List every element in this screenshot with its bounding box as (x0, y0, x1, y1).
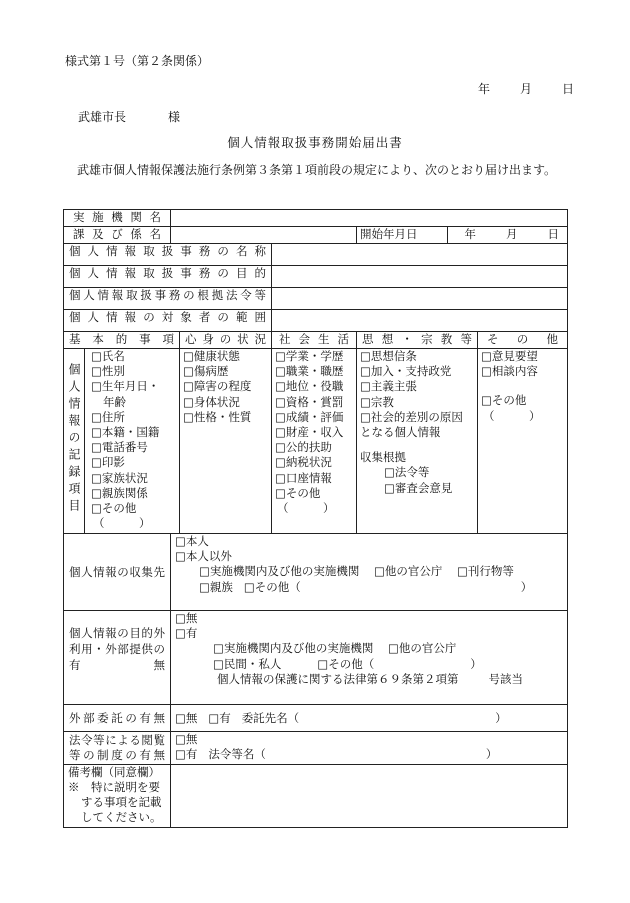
disclosure-row (64, 732, 568, 765)
belief-item[interactable]: □ 加入・支持政党 (360, 364, 474, 379)
outsourcing-label: 外部委託の有無 (69, 710, 165, 725)
registration-form-table (63, 209, 568, 828)
other-item[interactable]: □ その他 (481, 393, 564, 408)
disclosure-label (64, 732, 171, 765)
basic-other-paren[interactable]: （ ） (93, 516, 151, 531)
belief-item[interactable]: □ 思想信条 (360, 349, 474, 364)
date-month: 月 (520, 82, 533, 96)
other-items (478, 349, 568, 534)
mind-item[interactable]: □ 傷病歴 (183, 364, 268, 379)
scope-label: 個人情報の対象者の範囲 (69, 310, 266, 324)
remarks-note-1: ※ 特に説明を要 (68, 780, 160, 794)
collection-self[interactable]: □ 本人 (175, 534, 564, 549)
mind-item[interactable]: □ 身体状況 (183, 395, 268, 410)
outsourcing-options (171, 705, 568, 732)
social-item[interactable]: □ 公的扶助 (275, 440, 353, 455)
category-other: その他 (487, 332, 558, 346)
scope-row (64, 310, 568, 332)
outside-use-law-ref: 個人情報の保護に関する法律第６９条第２項第 (217, 671, 459, 686)
belief-basis-label: 収集根拠 (360, 450, 406, 465)
basic-item[interactable]: □ その他 (91, 501, 176, 516)
category-belief: 思想・宗教等 (362, 332, 472, 346)
name-label: 個人情報取扱事務の名称 (69, 244, 266, 258)
intro-text: 武雄市個人情報保護法施行条例第３条第１項前段の規定により、次のとおり届け出ます。 (77, 163, 557, 177)
belief-item[interactable]: □ 宗教 (360, 395, 474, 410)
date-day: 日 (562, 82, 575, 96)
basic-item[interactable]: □ 生年月日・ (91, 379, 176, 394)
outside-use-label-3b: 無 (153, 658, 165, 672)
law-field[interactable] (272, 288, 568, 310)
belief-item[interactable]: □ 社会的差別の原因 (360, 410, 474, 425)
outsourcing-close: ） (495, 710, 507, 725)
social-item[interactable]: □ 職業・職歴 (275, 364, 353, 379)
social-item[interactable]: □ 財産・収入 (275, 425, 353, 440)
agency-label: 実施機関名 (73, 210, 161, 224)
disclosure-law-name[interactable]: 法令等名（ (208, 747, 266, 762)
outsourcing-none[interactable]: □ 無 (175, 711, 197, 725)
category-social: 社会生活 (279, 332, 349, 346)
collection-close: ） (520, 579, 533, 594)
date-year: 年 (478, 82, 491, 96)
outside-use-label-3a: 有 (69, 658, 81, 672)
start-date-field[interactable] (448, 227, 568, 244)
social-items (272, 349, 357, 534)
record-items-label: 個人情報の記録項目 (67, 363, 81, 516)
outside-use-label (64, 611, 171, 705)
outside-use-law-ref-end: 号該当 (488, 671, 523, 686)
collection-opt-internal[interactable]: □ 実施機関内及び他の実施機関 (199, 564, 359, 578)
name-row (64, 244, 568, 266)
basic-item[interactable]: □ 氏名 (91, 349, 176, 364)
disclosure-none[interactable]: □ 無 (175, 732, 564, 747)
remarks-note-2: する事項を記載 (81, 795, 162, 809)
collection-opt-govt[interactable]: □ 他の官公庁 (374, 564, 442, 578)
social-item[interactable]: □ その他 (275, 486, 353, 501)
remarks-note-3: してください。 (81, 810, 162, 824)
remarks-title: 備考欄（同意欄） (68, 765, 160, 779)
outside-use-yes[interactable]: □ 有 (175, 626, 564, 641)
basic-items (85, 349, 180, 534)
name-field[interactable] (272, 244, 568, 266)
outside-use-close: ） (470, 656, 482, 671)
outside-use-opt-govt[interactable]: □ 他の官公庁 (388, 641, 456, 655)
remarks-row (64, 765, 568, 828)
document-title: 個人情報取扱事務開始届出書 (227, 135, 403, 150)
addressee-name: 武雄市長 (78, 110, 127, 124)
social-other-paren[interactable]: （ ） (277, 501, 335, 516)
collection-opt-other[interactable]: □ その他（ (244, 580, 301, 594)
social-item[interactable]: □ 口座情報 (275, 471, 353, 486)
belief-item[interactable]: □ 主義主張 (360, 379, 474, 394)
collection-opt-publication[interactable]: □ 刊行物等 (457, 564, 514, 578)
basic-item-cont: 年齢 (103, 394, 126, 409)
basic-item[interactable]: □ 本籍・国籍 (91, 425, 176, 440)
disclosure-label-1: 法令等による閲覧 (69, 733, 165, 747)
other-paren[interactable]: （ ） (483, 408, 541, 423)
collection-row (64, 534, 568, 611)
category-mind-body: 心身の状況 (185, 332, 266, 346)
outside-use-opt-other[interactable]: □ その他（ (317, 657, 374, 671)
basic-item[interactable]: □ 電話番号 (91, 440, 176, 455)
mind-body-items (180, 349, 272, 534)
basic-item[interactable]: □ 印影 (91, 455, 176, 470)
law-label: 個人情報取扱事務の根拠法令等 (69, 288, 266, 302)
collection-opt-relatives[interactable]: □ 親族 (199, 580, 233, 594)
outsourcing-row (64, 705, 568, 732)
addressee (78, 108, 180, 125)
basic-item[interactable]: □ 住所 (91, 410, 176, 425)
outside-use-opt-internal[interactable]: □ 実施機関内及び他の実施機関 (213, 641, 373, 655)
belief-basis-item[interactable]: □ 法令等 (360, 465, 474, 480)
remarks-label (64, 765, 171, 828)
belief-item-cont: となる個人情報 (360, 425, 441, 440)
section-label: 課及び係名 (73, 227, 161, 241)
social-item[interactable]: □ 資格・賞罰 (275, 395, 353, 410)
social-item[interactable]: □ 学業・学歴 (275, 349, 353, 364)
mind-item[interactable]: □ 健康状態 (183, 349, 268, 364)
mind-item[interactable]: □ 障害の程度 (183, 379, 268, 394)
social-item[interactable]: □ 成績・評価 (275, 410, 353, 425)
form-number: 様式第１号（第２条関係） (65, 54, 210, 68)
basic-item[interactable]: □ 性別 (91, 364, 176, 379)
agency-row (64, 210, 568, 227)
start-year: 年 (464, 227, 476, 241)
disclosure-yes[interactable]: □ 有 (175, 747, 197, 761)
purpose-label: 個人情報取扱事務の目的 (69, 266, 266, 280)
addressee-honorific: 様 (168, 110, 181, 124)
social-item[interactable]: □ 納税状況 (275, 455, 353, 470)
outsourcing-yes[interactable]: □ 有 (208, 711, 230, 725)
purpose-row (64, 266, 568, 288)
start-day: 日 (547, 227, 559, 241)
belief-basis-item[interactable]: □ 審査会意見 (360, 481, 474, 496)
law-row (64, 288, 568, 310)
other-item[interactable]: □ 意見要望 (481, 349, 564, 364)
section-row (64, 227, 568, 244)
outside-use-label-1: 個人情報の目的外 (69, 626, 165, 640)
disclosure-close: ） (485, 747, 498, 762)
other-item[interactable]: □ 相談内容 (481, 364, 564, 379)
category-header-row (64, 332, 568, 349)
collection-label: 個人情報の収集先 (69, 564, 165, 579)
submission-date (478, 80, 575, 97)
social-item[interactable]: □ 地位・役職 (275, 379, 353, 394)
start-date-label: 開始年月日 (357, 227, 448, 244)
outsourcing-consignee[interactable]: 委託先名（ (241, 710, 300, 725)
scope-field[interactable] (272, 310, 568, 332)
mind-item[interactable]: □ 性格・性質 (183, 410, 268, 425)
outside-use-options (171, 611, 568, 705)
collection-non-self[interactable]: □ 本人以外 (175, 549, 564, 564)
disclosure-options (171, 732, 568, 765)
outside-use-label-2: 利用・外部提供の (69, 642, 165, 656)
record-items-row (64, 349, 568, 534)
section-field[interactable] (171, 227, 357, 244)
category-basic: 基本的事項 (69, 332, 174, 346)
belief-items (357, 349, 478, 534)
outside-use-opt-private[interactable]: □ 民間・私人 (213, 657, 281, 671)
basic-item[interactable]: □ 親族関係 (91, 486, 176, 501)
remarks-field[interactable] (171, 765, 568, 828)
outside-use-none[interactable]: □ 無 (175, 611, 564, 626)
disclosure-label-2: 等の制度の有無 (69, 748, 165, 762)
outside-use-row (64, 611, 568, 705)
basic-item[interactable]: □ 家族状況 (91, 471, 176, 486)
collection-options (171, 534, 568, 611)
purpose-field[interactable] (272, 266, 568, 288)
agency-field[interactable] (171, 210, 568, 227)
start-month: 月 (506, 227, 518, 241)
